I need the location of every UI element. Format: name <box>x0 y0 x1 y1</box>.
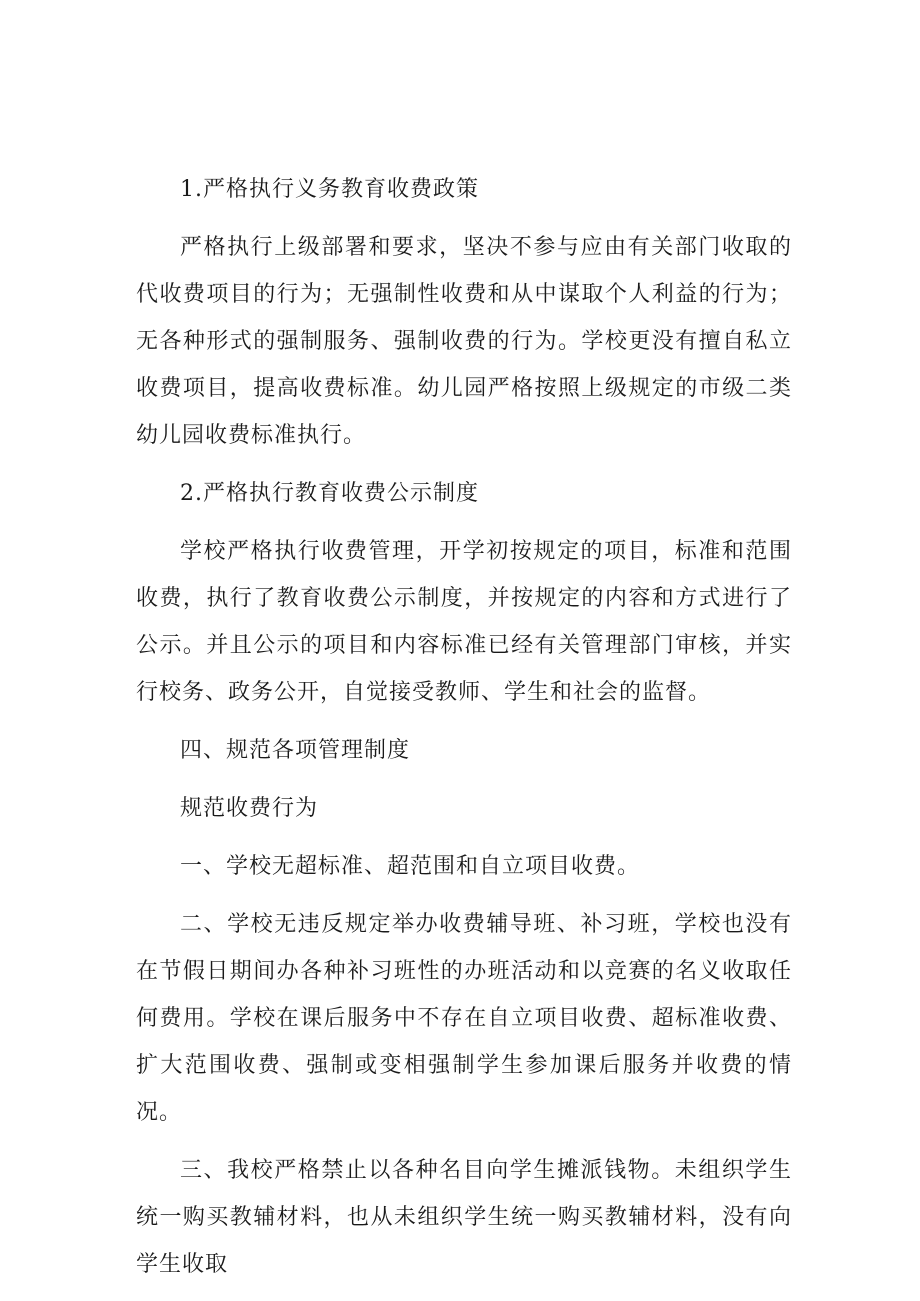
paragraph-fee-policy: 严格执行上级部署和要求，坚决不参与应由有关部门收取的代收费项目的行为；无强制性收费和从中谋取个人利益的行为；无各种形式的强制服务、强制收费的行为。学校更没有擅自私立收费项目，提高收费标准。幼儿园严格按照上级规定的市级二类幼儿园收费标准执行。 <box>136 235 792 448</box>
section-heading-2: 2.严格执行教育收费公示制度 <box>180 481 479 506</box>
document-body <box>136 166 792 1299</box>
list-item-1: 一、学校无超标准、超范围和自立项目收费。 <box>180 854 641 879</box>
list-item-2: 二、学校无违反规定举办收费辅导班、补习班，学校也没有在节假日期间办各种补习班性的办班活动和以竞赛的名义收取任何费用。学校在课后服务中不存在自立项目收费、超标准收费、扩大范围收费、强制或变相强制学生参加课后服务并收费的情况。 <box>136 912 792 1125</box>
list-item-3: 三、我校严格禁止以各种名目向学生摊派钱物。未组织学生统一购买教辅材料，也从未组织学生统一购买教辅材料，没有向学生收取 <box>136 1158 792 1277</box>
paragraph-fee-disclosure: 学校严格执行收费管理，开学初按规定的项目，标准和范围收费，执行了教育收费公示制度，并按规定的内容和方式进行了公示。并且公示的项目和内容标准已经有关管理部门审核，并实行校务、政务公开，自觉接受教师、学生和社会的监督。 <box>136 539 792 705</box>
section-heading-4: 四、规范各项管理制度 <box>180 738 411 763</box>
section-heading-1: 1.严格执行义务教育收费政策 <box>180 177 479 202</box>
subheading-fee-behavior: 规范收费行为 <box>180 796 319 821</box>
